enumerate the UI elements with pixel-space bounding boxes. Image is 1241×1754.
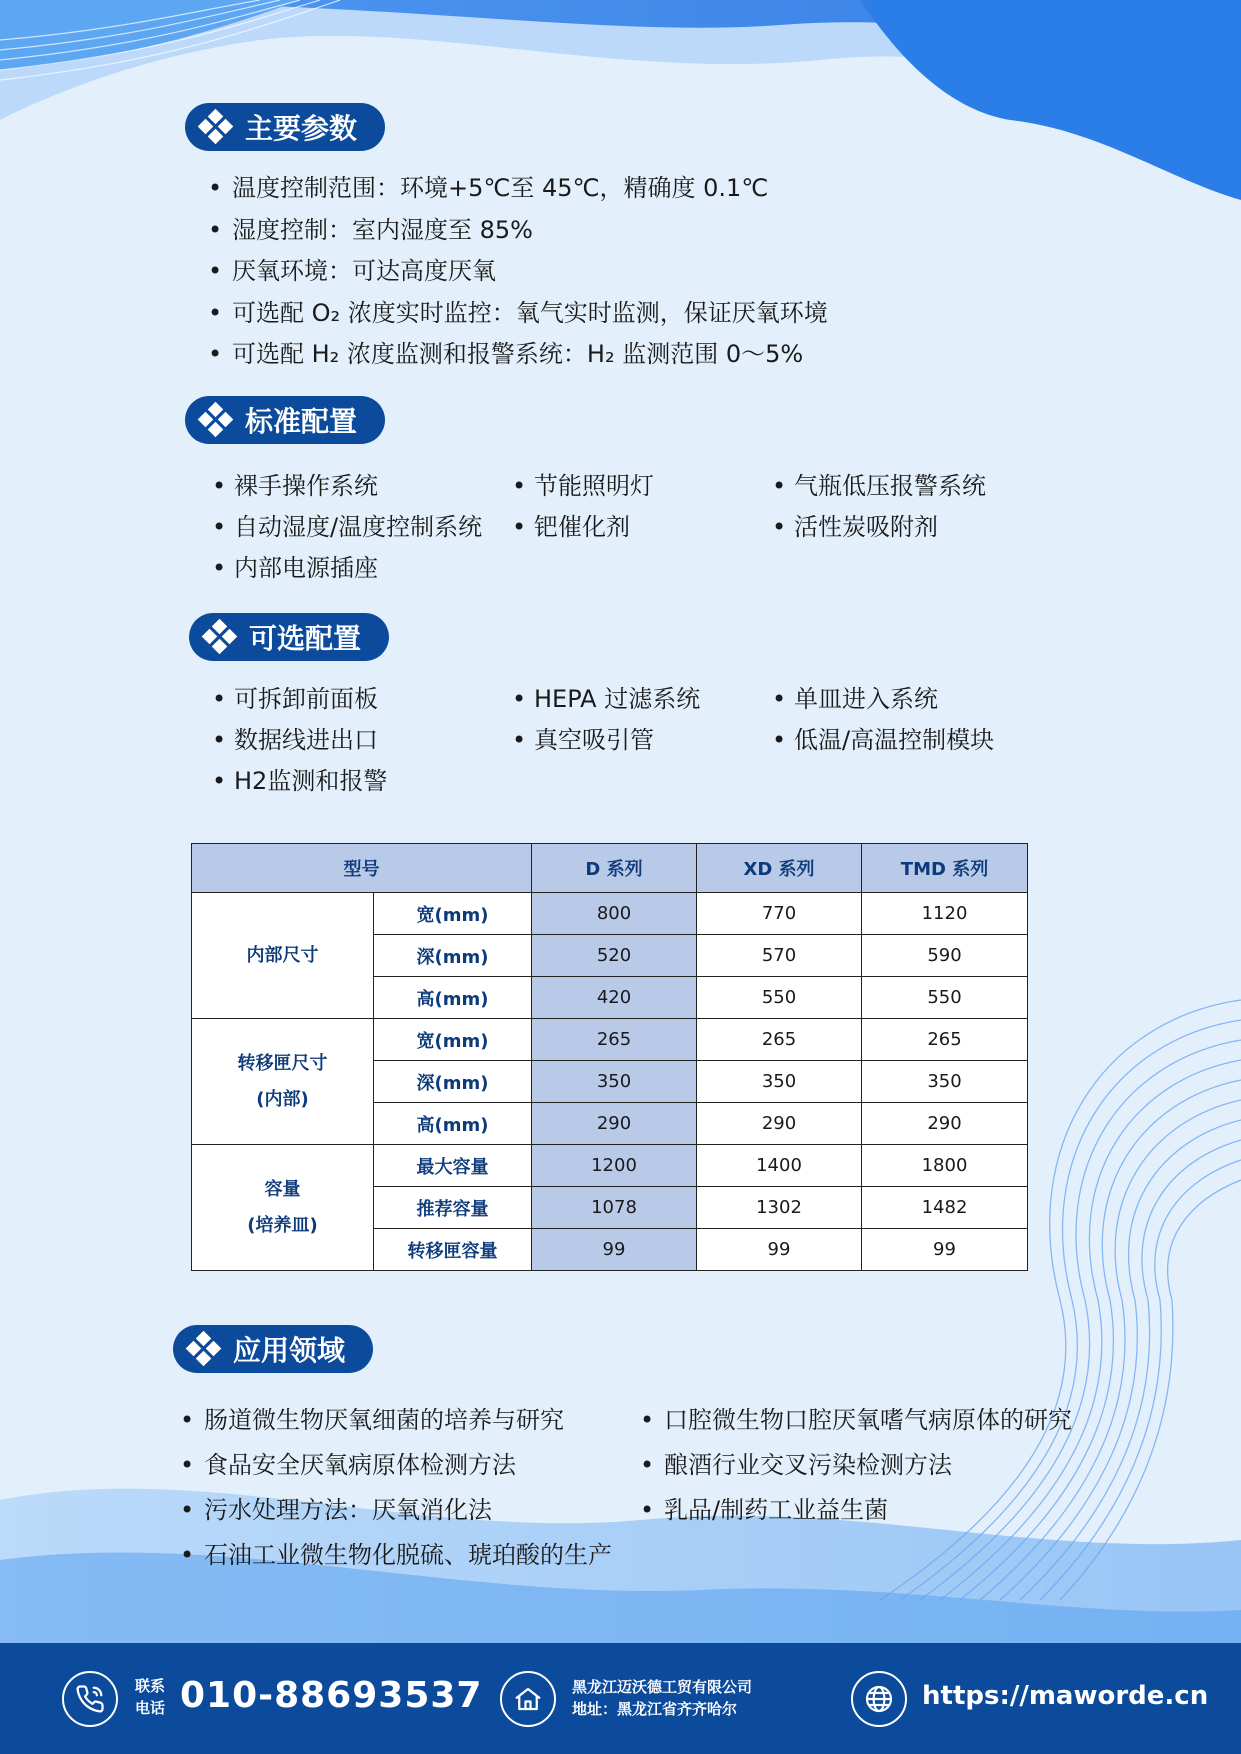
list-item: • 可选配 H₂ 浓度监测和报警系统：H₂ 监测范围 0～5% [208, 334, 828, 376]
cell: 350 [862, 1061, 1028, 1103]
cell: 550 [862, 977, 1028, 1019]
list-item: • 食品安全厌氧病原体检测方法 [180, 1443, 640, 1488]
header-d-series: D 系列 [532, 844, 697, 893]
list-item: • 数据线进出口 [212, 720, 512, 761]
list-item: • 酿酒行业交叉污染检测方法 [640, 1443, 1100, 1488]
diamond-icon [199, 110, 233, 144]
cell: 350 [532, 1061, 697, 1103]
cell: 290 [697, 1103, 862, 1145]
cell: 265 [862, 1019, 1028, 1061]
list-item: • H2监测和报警 [212, 761, 512, 802]
cell: 1482 [862, 1187, 1028, 1229]
home-icon [500, 1671, 556, 1727]
section-title: 标准配置 [245, 405, 358, 438]
list-item: • 湿度控制：室内湿度至 85% [208, 210, 828, 252]
cell: 590 [862, 935, 1028, 977]
cell: 290 [532, 1103, 697, 1145]
list-item: • 自动湿度/温度控制系统 [212, 507, 512, 548]
header-tmd-series: TMD 系列 [862, 844, 1028, 893]
list-item: • 节能照明灯 [512, 466, 772, 507]
footer-bar [0, 1643, 1241, 1754]
list-item: • 肠道微生物厌氧细菌的培养与研究 [180, 1398, 640, 1443]
list-item: • 钯催化剂 [512, 507, 772, 548]
phone-label: 联系 电话 [135, 1677, 166, 1717]
globe-icon [851, 1671, 907, 1727]
list-item: • 石油工业微生物化脱硫、琥珀酸的生产 [180, 1533, 640, 1578]
website-link[interactable]: https://maworde.cn [922, 1681, 1209, 1711]
list-item: • 低温/高温控制模块 [772, 720, 1032, 761]
cell: 420 [532, 977, 697, 1019]
cell: 99 [697, 1229, 862, 1271]
section-title: 应用领域 [233, 1334, 346, 1367]
group-label: 转移匣尺寸 (内部) [192, 1019, 374, 1145]
standard-config-list [212, 466, 1032, 589]
group-label: 容量 (培养皿) [192, 1145, 374, 1271]
list-item: • 口腔微生物口腔厌氧嗜气病原体的研究 [640, 1398, 1100, 1443]
section-title: 主要参数 [245, 112, 358, 145]
cell: 265 [532, 1019, 697, 1061]
cell: 290 [862, 1103, 1028, 1145]
cell: 99 [862, 1229, 1028, 1271]
cell: 1200 [532, 1145, 697, 1187]
list-item: • 内部电源插座 [212, 548, 512, 589]
list-item: • 裸手操作系统 [212, 466, 512, 507]
row-label: 最大容量 [374, 1145, 532, 1187]
applications-list [180, 1398, 1100, 1578]
cell: 800 [532, 893, 697, 935]
spec-table [191, 843, 1028, 1271]
list-item: • 真空吸引管 [512, 720, 772, 761]
section-header-main-params [185, 103, 385, 151]
main-params-list [208, 168, 828, 376]
list-item: • 温度控制范围：环境+5℃至 45℃，精确度 0.1℃ [208, 168, 828, 210]
company-address: 地址：黑龙江省齐齐哈尔 [572, 1700, 738, 1718]
row-label: 深(mm) [374, 1061, 532, 1103]
section-header-standard [185, 396, 385, 444]
group-label: 内部尺寸 [192, 893, 374, 1019]
cell: 1120 [862, 893, 1028, 935]
cell: 1400 [697, 1145, 862, 1187]
section-title: 可选配置 [249, 622, 362, 655]
row-label: 宽(mm) [374, 1019, 532, 1061]
cell: 550 [697, 977, 862, 1019]
list-item: • 乳品/制药工业益生菌 [640, 1488, 1100, 1533]
optional-config-list [212, 679, 1032, 802]
list-item: • 污水处理方法：厌氧消化法 [180, 1488, 640, 1533]
cell: 1078 [532, 1187, 697, 1229]
row-label: 深(mm) [374, 935, 532, 977]
diamond-icon [203, 620, 237, 654]
list-item: • 可拆卸前面板 [212, 679, 512, 720]
company-info [572, 1676, 752, 1720]
cell: 570 [697, 935, 862, 977]
phone-number: 010-88693537 [180, 1675, 483, 1716]
row-label: 高(mm) [374, 977, 532, 1019]
cell: 350 [697, 1061, 862, 1103]
cell: 520 [532, 935, 697, 977]
header-model: 型号 [192, 844, 532, 893]
list-item: • 厌氧环境：可达高度厌氧 [208, 251, 828, 293]
section-header-applications [173, 1325, 373, 1373]
list-item: • 单皿进入系统 [772, 679, 1032, 720]
row-label: 转移匣容量 [374, 1229, 532, 1271]
cell: 265 [697, 1019, 862, 1061]
phone-icon [62, 1671, 118, 1727]
header-xd-series: XD 系列 [697, 844, 862, 893]
section-header-optional [189, 613, 389, 661]
table-row [192, 1019, 1028, 1061]
diamond-icon [187, 1332, 221, 1366]
cell: 1800 [862, 1145, 1028, 1187]
row-label: 高(mm) [374, 1103, 532, 1145]
cell: 99 [532, 1229, 697, 1271]
diamond-icon [199, 403, 233, 437]
company-name: 黑龙江迈沃德工贸有限公司 [572, 1678, 753, 1696]
row-label: 推荐容量 [374, 1187, 532, 1229]
list-item: • 活性炭吸附剂 [772, 507, 1032, 548]
row-label: 宽(mm) [374, 893, 532, 935]
cell: 770 [697, 893, 862, 935]
list-item: • 可选配 O₂ 浓度实时监控：氧气实时监测，保证厌氧环境 [208, 293, 828, 335]
cell: 1302 [697, 1187, 862, 1229]
table-row [192, 893, 1028, 935]
list-item: • 气瓶低压报警系统 [772, 466, 1032, 507]
list-item: • HEPA 过滤系统 [512, 679, 772, 720]
table-header-row [192, 844, 1028, 893]
table-row [192, 1145, 1028, 1187]
